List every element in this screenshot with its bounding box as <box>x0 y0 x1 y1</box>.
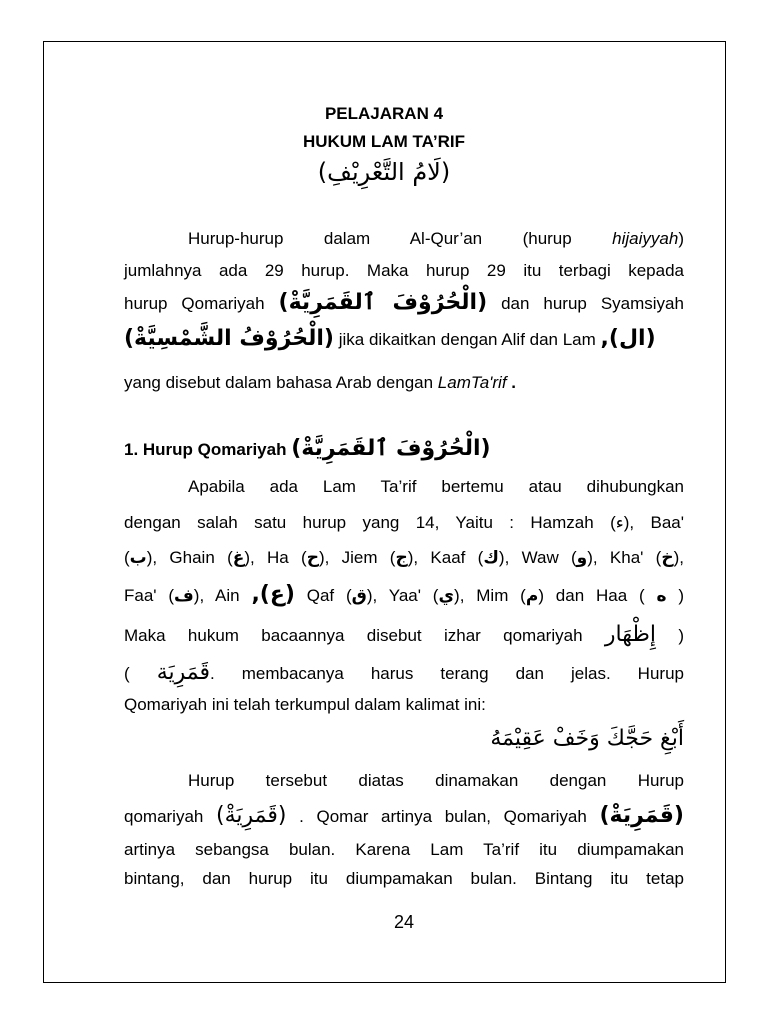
para2-arabic-sentence: أَبْغِ حَجَّكَ وَخَفْ عَقِيْمَهُ <box>490 726 684 751</box>
para1-line3: hurup Qomariyah (الْحُرُوْفَ ٱلقَمَرِيَّةْ) dan hurup Syamsiyah <box>124 290 684 315</box>
para2-line3: (ب), Ghain (غ), Ha (ح), Jiem (ج), Kaaf (ك), Waw (و), Kha' (خ), <box>124 548 684 568</box>
para3-line1: Hurup tersebut diatas dinamakan dengan Hurup <box>188 771 684 790</box>
para2-line4: Faa' (ف), Ain (ع), Qaf (ق), Yaa' (ي), Mim (م) dan Haa ( ه ) <box>124 582 684 607</box>
para2-line5: Maka hukum bacaannya disebut izhar qomariyah إِظْهَار ) <box>124 622 684 647</box>
lesson-number: PELAJARAN 4 <box>324 104 444 123</box>
para1-line2: jumlahnya ada 29 hurup. Maka hurup 29 itu terbagi kepada <box>124 261 684 280</box>
para2-line6: ( قَمَرِيَة. membacanya harus terang dan jelas. Hurup <box>124 660 684 685</box>
para3-line2: qomariyah (قَمَرِيَةْ) . Qomar artinya bulan, Qomariyah (قَمَرِيَةْ) <box>124 803 684 828</box>
section-heading: 1. Hurup Qomariyah (الْحُرُوْفَ ٱلقَمَرِيَّةْ) <box>124 436 491 461</box>
para1-line5: yang disebut dalam bahasa Arab dengan LamTa'rif . <box>124 373 517 392</box>
para1-line1: Hurup-hurup dalam Al-Qur’an (hurup hijaiyyah) <box>188 229 684 248</box>
lesson-title-arabic: (لَامُ التَّعْرِيْفِ) <box>317 158 451 186</box>
para3-line3: artinya sebangsa bulan. Karena Lam Ta’rif itu diumpamakan <box>124 840 684 859</box>
lesson-title: HUKUM LAM TA’RIF <box>302 132 466 151</box>
page-number: 24 <box>393 912 415 932</box>
para2-line2: dengan salah satu hurup yang 14, Yaitu : Hamzah (ء), Baa' <box>124 513 684 532</box>
para1-line4: (الْحُرُوْفُ الشَّمْسِيَّةْ) jika dikaitkan dengan Alif dan Lam (ال), <box>124 326 656 351</box>
para2-line1: Apabila ada Lam Ta’rif bertemu atau dihubungkan <box>188 477 684 496</box>
para3-line4: bintang, dan hurup itu diumpamakan bulan. Bintang itu tetap <box>124 869 684 888</box>
para2-line7: Qomariyah ini telah terkumpul dalam kalimat ini: <box>124 695 486 714</box>
